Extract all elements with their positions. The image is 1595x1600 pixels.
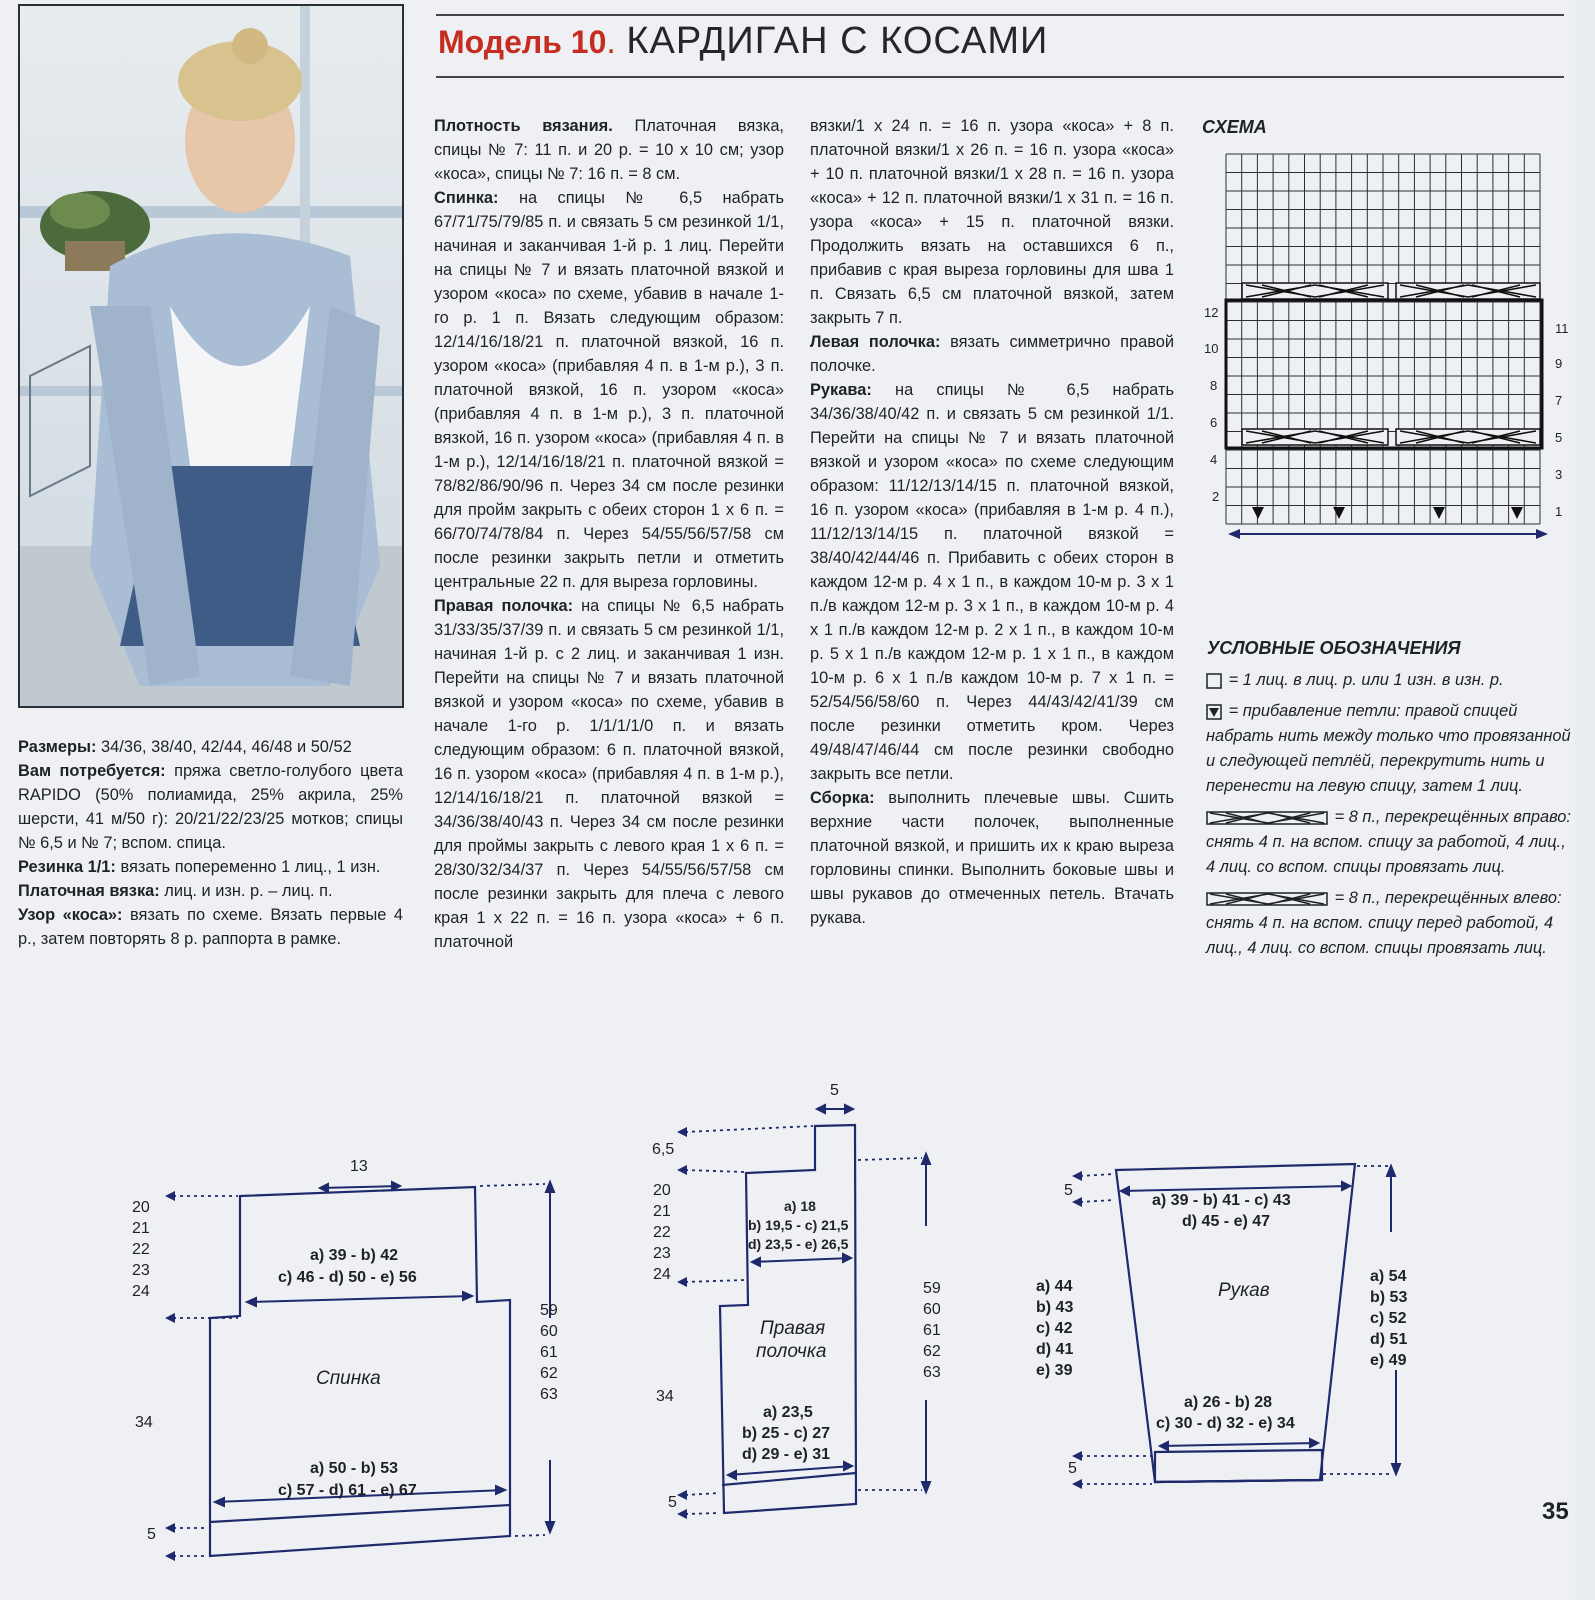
row-label-10: 10 xyxy=(1204,341,1219,356)
sizes-text: 34/36, 38/40, 42/44, 46/48 и 50/52 xyxy=(96,738,352,756)
front-width-1: a) 23,5 xyxy=(763,1404,813,1421)
sleeve-bottom-rib: 5 xyxy=(1068,1460,1077,1477)
model-name: КАРДИГАН С КОСАМИ xyxy=(626,20,1049,62)
cable-label: Узор «коса»: xyxy=(18,906,123,924)
front-size-20: 20 xyxy=(653,1182,671,1199)
front-rib-height: 5 xyxy=(668,1494,677,1511)
front-size-22: 22 xyxy=(653,1224,671,1241)
front-top-width: 5 xyxy=(830,1082,839,1099)
sleeve-size-b: b) 43 xyxy=(1036,1299,1074,1316)
row-label-9: 9 xyxy=(1555,356,1563,371)
back-size-23: 23 xyxy=(132,1262,150,1279)
front-armhole-height: 34 xyxy=(656,1388,674,1405)
schema-label: СХЕМА xyxy=(1202,117,1267,137)
front-collar-height: 6,5 xyxy=(652,1141,675,1158)
row-label-2: 2 xyxy=(1212,489,1220,504)
front-width-3: d) 29 - e) 31 xyxy=(742,1446,831,1463)
front-length-63: 63 xyxy=(923,1364,941,1381)
sleeve-bottom-width-2: c) 30 - d) 32 - e) 34 xyxy=(1156,1415,1295,1432)
back-size-20: 20 xyxy=(132,1199,150,1216)
back-width-upper-1: a) 39 - b) 42 xyxy=(310,1247,399,1264)
garter-label: Платочная вязка: xyxy=(18,882,160,900)
row-label-5: 5 xyxy=(1555,430,1563,445)
sleeve-top-width-2: d) 45 - e) 47 xyxy=(1182,1213,1271,1230)
back-length-63: 63 xyxy=(540,1386,558,1403)
garter-text: лиц. и изн. р. – лиц. п. xyxy=(159,882,333,900)
back-text: на спицы № 6,5 набрать 67/71/75/79/85 п. и связать 5 см резинкой 1/1, начиная и заканчивая 1-й р. 1 лиц. Перейти на спицы № 7 и вязать платочной вязкой и узором «коса» по схеме, убавив в начале 1-го р. 1 п. Вязать следующим образом: 12/14/16/18/21 п. платочной вязкой, 16 п. узором «коса» (прибавляя 4 п. в 1-м р.), 3 п. платочной вязкой, 16 п. узором «коса» (прибавляя 4 п. в 1-м р.), 3 п. платочной вязкой, 16 п. узором «коса» (прибавляя 4 п. в 1-м р.), 12/14/16/18/21 п. платочной вязкой = 78/82/86/90/96 п. Через 34 см после резинки для пройм закрыть с обеих сторон 1 x 6 п. = 66/70/74/78/84 п. Через 54/55/56/57/58 см после резинки закрыть петли и отметить центральные 22 п. для выреза горловины. xyxy=(434,189,784,591)
sleeve-cuff-box xyxy=(1155,1450,1322,1482)
front-length-59: 59 xyxy=(923,1280,941,1297)
sleeve-size-c: c) 42 xyxy=(1036,1320,1073,1337)
gauge-text: Платочная вязка, спицы № 7: 11 п. и 20 р. = 10 x 10 см; узор «коса», спицы № 7: 16 п. = 8 см. xyxy=(434,117,784,183)
legend-title: УСЛОВНЫЕ ОБОЗНАЧЕНИЯ xyxy=(1207,638,1461,658)
sleeve-bottom-width-1: a) 26 - b) 28 xyxy=(1184,1394,1273,1411)
sleeves-text: на спицы № 6,5 набрать 34/36/38/40/42 п. и связать 5 см резинкой 1/1. Перейти на спицы № 7 и вязать платочной вязкой и узором «коса» по схеме следующим образом: 11/12/13/14/15 п. платочной вязкой, 16 п. узором «коса» (прибавляя в 1-м р. 4 п.), 11/12/13/14/15 п. платочной вязкой = 38/40/42/44/46 п. Прибавить с обеих сторон в каждом 12-м р. 4 x 1 п., в каждом 10-м р. 3 x 1 п./в каждом 12-м р. 3 x 1 п., в каждом 10-м р. 4 x 1 п./в каждом 12-м р. 2 x 1 п., в каждом 10-м р. 5 x 1 п./в каждом 12-м р. 1 x 1 п., в каждом 10-м р. 6 x 1 п./в каждом 10-м р. 7 x 1 п. = 52/54/56/58/60 п. Через 44/43/42/41/39 см после резинки отметить кром. Через 49/48/47/46/44 см после резинки свободно закрыть все петли. xyxy=(810,381,1174,783)
sleeve-outline xyxy=(1116,1164,1355,1482)
back-top-width: 13 xyxy=(350,1158,368,1175)
row-label-12: 12 xyxy=(1204,305,1219,320)
sleeve-name: Рукав xyxy=(1218,1280,1270,1301)
front-shoulder-3: d) 23,5 - e) 26,5 xyxy=(748,1236,849,1252)
row-label-4: 4 xyxy=(1210,452,1218,467)
right-front-continued-text: вязки/1 x 24 п. = 16 п. узора «коса» + 8 п. платочной вязки/1 x 26 п. = 16 п. узора «коса» + 10 п. платочной вязки/1 x 28 п. = 16 п. узора «коса» + 12 п. платочной вязки/1 x 31 п. = 16 п. узора «коса» + 15 п. платочной вязки. Продолжить вязать на оставшихся 6 п., прибавив с края выреза горловины для шва 1 п. Связать 6,5 см платочной вязкой, затем закрыть 7 п. xyxy=(810,117,1174,327)
back-label: Спинка: xyxy=(434,189,499,207)
gauge-label: Плотность вязания. xyxy=(434,117,613,135)
front-size-23: 23 xyxy=(653,1245,671,1262)
sleeve-length-d: d) 51 xyxy=(1370,1331,1408,1348)
right-front-label: Правая полочка: xyxy=(434,597,574,615)
front-size-24: 24 xyxy=(653,1266,671,1283)
assembly-label: Сборка: xyxy=(810,789,875,807)
row-label-8: 8 xyxy=(1210,378,1218,393)
front-width-2: b) 25 - c) 27 xyxy=(742,1425,831,1442)
back-width-lower-2: c) 57 - d) 61 - e) 67 xyxy=(278,1482,417,1499)
assembly-text: выполнить плечевые швы. Сшить верхние части полочек, выполненные платочной вязкой, и пришить их к краю выреза горловины спинки. Выполнить боковые швы и швы рукавов до отмеченных петель. Втачать рукава. xyxy=(810,789,1174,927)
back-armhole-height: 34 xyxy=(135,1414,153,1431)
sleeve-size-e: e) 39 xyxy=(1036,1362,1073,1379)
sleeve-size-a: a) 44 xyxy=(1036,1278,1073,1295)
back-size-21: 21 xyxy=(132,1220,150,1237)
row-label-6: 6 xyxy=(1210,415,1218,430)
back-width-lower-1: a) 50 - b) 53 xyxy=(310,1460,399,1477)
sleeve-length-b: b) 53 xyxy=(1370,1289,1408,1306)
front-shoulder-1: a) 18 xyxy=(784,1198,816,1214)
sleeve-top-rib: 5 xyxy=(1064,1182,1073,1199)
back-rib-height: 5 xyxy=(147,1526,156,1543)
legend-text-cross-left: = 8 п., перекрещённых влево: снять 4 п. на вспом. спицу перед работой, 4 лиц., 4 лиц. со вспом. спицы провязать лиц. xyxy=(1206,889,1562,957)
legend-text-cross-right: = 8 п., перекрещённых вправо: снять 4 п. на вспом. спицу за работой, 4 лиц., 4 лиц. со вспом. спицы провязать лиц. xyxy=(1206,808,1571,876)
back-size-24: 24 xyxy=(132,1283,150,1300)
back-size-22: 22 xyxy=(132,1241,150,1258)
materials-label: Вам потребуется: xyxy=(18,762,166,780)
rib-label: Резинка 1/1: xyxy=(18,858,116,876)
materials-text: пряжа светло-голубого цвета RAPIDO (50% полиамида, 25% акрила, 25% шерсти, 41 м/50 г): 20/21/22/23/25 мотков; спицы № 6,5 и № 7; вспом. спица. xyxy=(18,762,403,852)
back-rib-line xyxy=(210,1505,510,1522)
title-dot: . xyxy=(606,23,616,61)
front-length-62: 62 xyxy=(923,1343,941,1360)
cable-text: вязать по схеме. Вязать первые 4 р., затем повторять 8 р. раппорта в рамке. xyxy=(18,906,403,948)
back-length-61: 61 xyxy=(540,1344,558,1361)
legend-text-increase: = прибавление петли: правой спицей набрать нить между только что провязанной и следующей петлёй, перекрутить нить и перенести на левую спицу, затем 1 лиц. xyxy=(1206,702,1571,795)
front-size-21: 21 xyxy=(653,1203,671,1220)
right-front-text: на спицы № 6,5 набрать 31/33/35/37/39 п. и связать 5 см резинкой 1/1, начиная 1-й р. с 2 лиц. и заканчивая 1 изн. Перейти на спицы № 7 и вязать платочной вязкой и узором «коса» по схеме, убавив в начале 1-го р. 1/1/1/1/0 п. и вязать следующим образом: 6 п. платочной вязкой, 16 п. узором «коса» (прибавляя 4 п. в 1-м р.), 12/14/16/18/21 п. платочной вязкой = 34/36/38/40/43 п. Через 34 см после резинки для проймы закрыть с левого края 1 x 6 п. = 28/30/32/34/37 п. Через 54/55/56/57/58 см после резинки закрыть для плеча с левого края 1 x 22 п. = 16 п. узора «коса» + 6 п. платочной xyxy=(434,597,784,951)
sleeve-length-c: c) 52 xyxy=(1370,1310,1407,1327)
left-front-text: вязать симметрично правой полочке. xyxy=(810,333,1174,375)
sleeves-label: Рукава: xyxy=(810,381,872,399)
sleeve-length-e: e) 49 xyxy=(1370,1352,1407,1369)
rib-text: вязать попеременно 1 лиц., 1 изн. xyxy=(115,858,381,876)
row-label-7: 7 xyxy=(1555,393,1563,408)
row-label-1: 1 xyxy=(1555,504,1563,519)
back-length-62: 62 xyxy=(540,1365,558,1382)
back-length-60: 60 xyxy=(540,1323,558,1340)
front-name-2: полочка xyxy=(756,1341,827,1362)
legend-text-empty: = 1 лиц. в лиц. р. или 1 изн. в изн. р. xyxy=(1228,671,1504,689)
sleeve-size-d: d) 41 xyxy=(1036,1341,1074,1358)
sleeve-length-a: a) 54 xyxy=(1370,1268,1407,1285)
front-shoulder-2: b) 19,5 - c) 21,5 xyxy=(748,1217,849,1233)
page-number: 35 xyxy=(1542,1498,1569,1525)
sizes-label: Размеры: xyxy=(18,738,97,756)
front-length-61: 61 xyxy=(923,1322,941,1339)
back-width-upper-2: c) 46 - d) 50 - e) 56 xyxy=(278,1269,417,1286)
sleeve-top-width-1: a) 39 - b) 41 - c) 43 xyxy=(1152,1192,1291,1209)
row-label-11: 11 xyxy=(1555,321,1569,336)
front-length-60: 60 xyxy=(923,1301,941,1318)
back-length-59: 59 xyxy=(540,1302,558,1319)
model-number: Модель 10 xyxy=(438,24,607,60)
left-front-label: Левая полочка: xyxy=(810,333,941,351)
front-name-1: Правая xyxy=(760,1318,826,1339)
back-name: Спинка xyxy=(316,1368,381,1389)
row-label-3: 3 xyxy=(1555,467,1563,482)
